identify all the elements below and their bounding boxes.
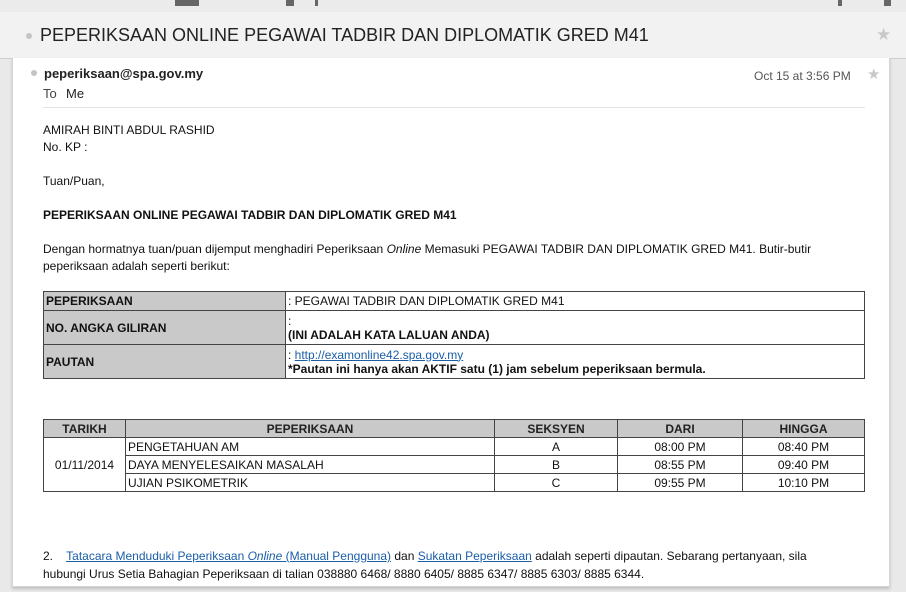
exam-section: C <box>495 474 618 492</box>
password-note: (INI ADALAH KATA LALUAN ANDA) <box>288 327 490 342</box>
manual-link-text[interactable]: Tatacara Menduduki Peperiksaan <box>66 549 248 563</box>
column-header-tarikh: TARIKH <box>44 420 126 438</box>
manual-link-italic[interactable]: Online <box>247 549 283 563</box>
column-header-seksyen: SEKSYEN <box>495 420 618 438</box>
pautan-value <box>286 345 865 379</box>
exam-start: 09:55 PM <box>618 474 743 492</box>
subject-title: PEPERIKSAAN ONLINE PEGAWAI TADBIR DAN DIPLOMATIK GRED M41 <box>40 25 649 45</box>
footer-paragraph-line1 <box>43 549 807 563</box>
peperiksaan-value: : PEGAWAI TADBIR DAN DIPLOMATIK GRED M41 <box>286 292 865 311</box>
bullet-dot-icon <box>26 33 32 39</box>
recipient-label: To <box>43 86 57 101</box>
intro-italic: Online <box>386 242 422 256</box>
exam-schedule-table <box>43 419 865 492</box>
table-row <box>44 438 865 456</box>
recipient-name: AMIRAH BINTI ABDUL RASHID <box>43 123 215 137</box>
star-icon[interactable]: ★ <box>876 25 892 44</box>
exam-section: A <box>495 438 618 456</box>
kp-line: No. KP : <box>43 140 88 154</box>
exam-info-table <box>43 291 865 379</box>
toolbar-icon-fragment[interactable] <box>838 0 842 6</box>
intro-paragraph-line1 <box>43 242 811 256</box>
exam-date: 01/11/2014 <box>44 438 126 492</box>
angka-giliran-value <box>286 311 865 345</box>
exam-end: 09:40 PM <box>743 456 865 474</box>
footer-text: dan <box>391 549 418 563</box>
table-row <box>44 292 865 311</box>
pautan-note: *Pautan ini hanya akan AKTIF satu (1) jam sebelum peperiksaan bermula. <box>288 361 706 376</box>
pautan-prefix: : <box>288 347 295 362</box>
message-card <box>12 58 890 587</box>
bullet-dot-icon <box>31 70 37 76</box>
table-row <box>44 345 865 379</box>
toolbar-icon-fragment[interactable] <box>884 0 891 6</box>
exam-name: PENGETAHUAN AM <box>126 438 495 456</box>
manual-link[interactable] <box>66 549 391 563</box>
schedule-header-row <box>44 420 865 438</box>
footer-text: adalah seperti dipautan. Sebarang pertanyaan, sila <box>531 549 807 563</box>
exam-end: 08:40 PM <box>743 438 865 456</box>
exam-start: 08:00 PM <box>618 438 743 456</box>
table-row <box>44 474 865 492</box>
toolbar-icon-fragment[interactable] <box>315 0 318 6</box>
footer-paragraph-line2: hubungi Urus Setia Bahagian Peperiksaan di talian 038880 6468/ 8880 6405/ 8885 6347/ 8885 6303/ 8885 6344. <box>43 567 645 581</box>
intro-text: Dengan hormatnya tuan/puan dijemput menghadiri Peperiksaan <box>43 242 387 256</box>
exam-name: DAYA MENYELESAIKAN MASALAH <box>126 456 495 474</box>
exam-start: 08:55 PM <box>618 456 743 474</box>
salutation: Tuan/Puan, <box>43 174 105 188</box>
subject-bar <box>0 12 906 59</box>
header-divider <box>43 107 865 108</box>
toolbar-icon-fragment[interactable] <box>286 0 294 6</box>
star-icon[interactable]: ★ <box>867 66 881 83</box>
top-toolbar <box>0 0 906 12</box>
table-row <box>44 311 865 345</box>
table-row <box>44 456 865 474</box>
column-header-hingga: HINGGA <box>743 420 865 438</box>
angka-giliran-label: NO. ANGKA GILIRAN <box>44 311 286 345</box>
pautan-label: PAUTAN <box>44 345 286 379</box>
exam-name: UJIAN PSIKOMETRIK <box>126 474 495 492</box>
exam-section: B <box>495 456 618 474</box>
recipient-value[interactable]: Me <box>66 86 85 101</box>
syllabus-link[interactable]: Sukatan Peperiksaan <box>417 549 532 563</box>
column-header-peperiksaan: PEPERIKSAAN <box>126 420 495 438</box>
exam-end: 10:10 PM <box>743 474 865 492</box>
footer-number: 2. <box>43 549 54 563</box>
intro-paragraph-line2: peperiksaan adalah seperti berikut: <box>43 259 230 273</box>
column-header-dari: DARI <box>618 420 743 438</box>
intro-text: Memasuki PEGAWAI TADBIR DAN DIPLOMATIK GRED M41. Butir-butir <box>421 242 812 256</box>
sender-address[interactable]: peperiksaan@spa.gov.my <box>44 66 204 81</box>
angka-giliran-colon: : <box>288 313 292 328</box>
exam-link[interactable]: http://examonline42.spa.gov.my <box>294 347 464 362</box>
peperiksaan-label: PEPERIKSAAN <box>44 292 286 311</box>
body-heading: PEPERIKSAAN ONLINE PEGAWAI TADBIR DAN DIPLOMATIK GRED M41 <box>43 208 457 222</box>
manual-link-text[interactable]: (Manual Pengguna) <box>282 549 392 563</box>
message-date: Oct 15 at 3:56 PM <box>754 69 851 83</box>
toolbar-icon-fragment[interactable] <box>175 0 199 6</box>
